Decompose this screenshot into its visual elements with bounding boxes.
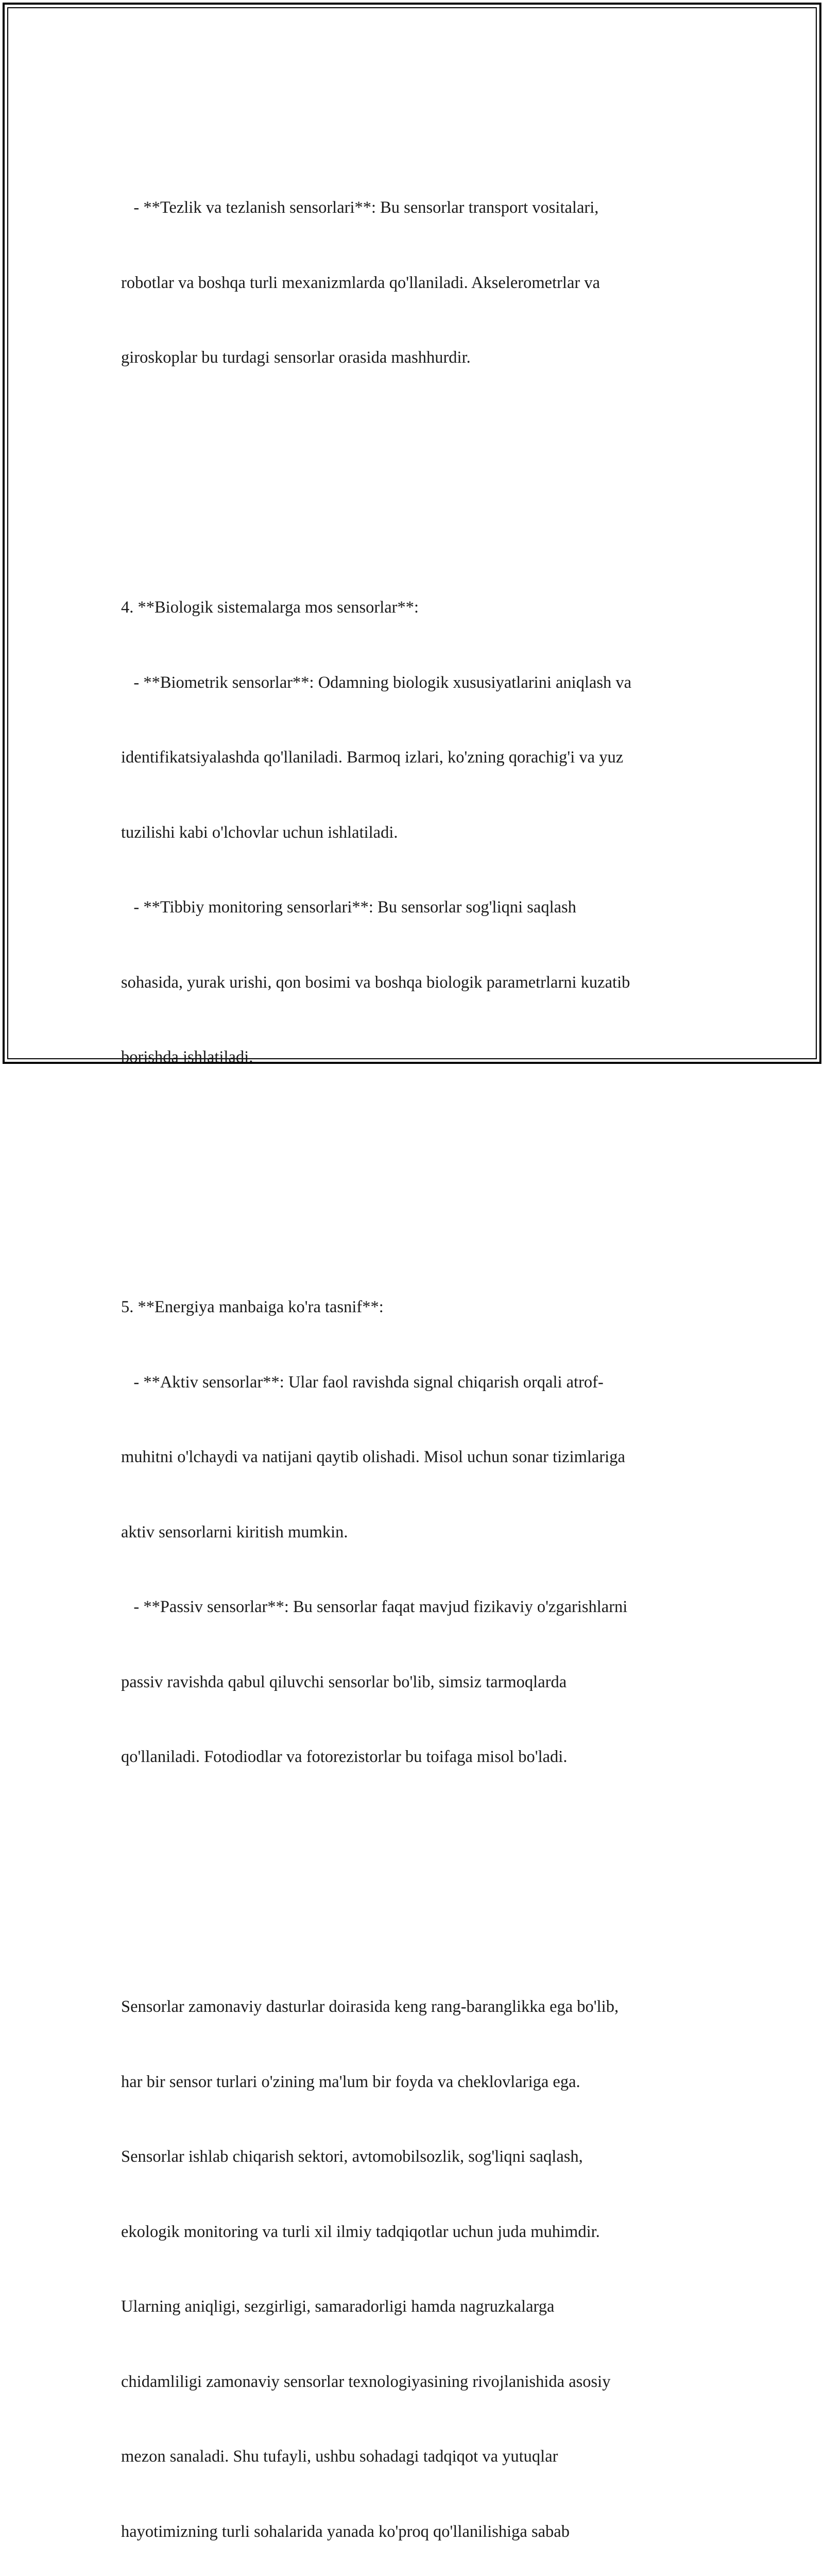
text-line: - **Tezlik va tezlanish sensorlari**: Bu sensorlar transport vositalari,: [121, 198, 599, 217]
text-line: 4. **Biologik sistemalarga mos sensorlar**:: [121, 598, 419, 617]
text-line: aktiv sensorlarni kiritish mumkin.: [121, 1522, 348, 1541]
text-line: identifikatsiyalashda qo'llaniladi. Barmoq izlari, ko'zning qorachig'i va yuz: [121, 748, 624, 767]
text-line: sohasida, yurak urishi, qon bosimi va boshqa biologik parametrlarni kuzatib: [121, 973, 630, 992]
document-body: [121, 95, 713, 2576]
paragraph-conclusion: [121, 1944, 713, 2576]
text-line: ekologik monitoring va turli xil ilmiy tadqiqotlar uchun juda muhimdir.: [121, 2222, 600, 2241]
paragraph-biological-sensors: [121, 545, 713, 1120]
text-line: chidamliligi zamonaviy sensorlar texnologiyasining rivojlanishida asosiy: [121, 2372, 611, 2391]
text-line: robotlar va boshqa turli mexanizmlarda qo'llaniladi. Akselerometrlar va: [121, 273, 600, 292]
text-line: giroskoplar bu turdagi sensorlar orasida mashhurdir.: [121, 348, 471, 367]
paragraph-spacer: [121, 470, 713, 496]
text-line: - **Passiv sensorlar**: Bu sensorlar faqat mavjud fizikaviy o'zgarishlarni: [121, 1598, 628, 1616]
text-line: Sensorlar ishlab chiqarish sektori, avtomobilsozlik, sog'liqni saqlash,: [121, 2147, 583, 2166]
text-line: qo'llaniladi. Fotodiodlar va fotorezistorlar bu toifaga misol bo'ladi.: [121, 1748, 568, 1766]
text-line: - **Aktiv sensorlar**: Ular faol ravishda signal chiqarish orqali atrof-: [121, 1372, 604, 1392]
text-line: tuzilishi kabi o'lchovlar uchun ishlatiladi.: [121, 823, 398, 842]
text-line: Ularning aniqligi, sezgirligi, samaradorligi hamda nagruzkalarga: [121, 2297, 555, 2316]
text-line: mezon sanaladi. Shu tufayli, ushbu sohadagi tadqiqot va yutuqlar: [121, 2447, 558, 2466]
text-line: har bir sensor turlari o'zining ma'lum bir foyda va cheklovlariga ega.: [121, 2072, 580, 2091]
text-line: - **Tibbiy monitoring sensorlari**: Bu sensorlar sog'liqni saqlash: [121, 898, 576, 917]
paragraph-spacer: [121, 1870, 713, 1895]
text-line: borishda ishlatiladi.: [121, 1048, 253, 1066]
paragraph-speed-sensors: [121, 145, 713, 420]
text-line: - **Biometrik sensorlar**: Odamning biologik xususiyatlarini aniqlash va: [121, 673, 632, 692]
text-line: Sensorlar zamonaviy dasturlar doirasida keng rang-baranglikka ega bo'lib,: [121, 1997, 619, 2016]
paragraph-spacer: [121, 1170, 713, 1195]
text-line: muhitni o'lchaydi va natijani qaytib olishadi. Misol uchun sonar tizimlariga: [121, 1448, 625, 1466]
text-line: 5. **Energiya manbaiga ko'ra tasnif**:: [121, 1298, 384, 1316]
paragraph-energy-classification: [121, 1245, 713, 1820]
text-line: hayotimizning turli sohalarida yanada ko'proq qo'llanilishiga sabab: [121, 2522, 570, 2541]
text-line: passiv ravishda qabul qiluvchi sensorlar bo'lib, simsiz tarmoqlarda: [121, 1672, 567, 1691]
